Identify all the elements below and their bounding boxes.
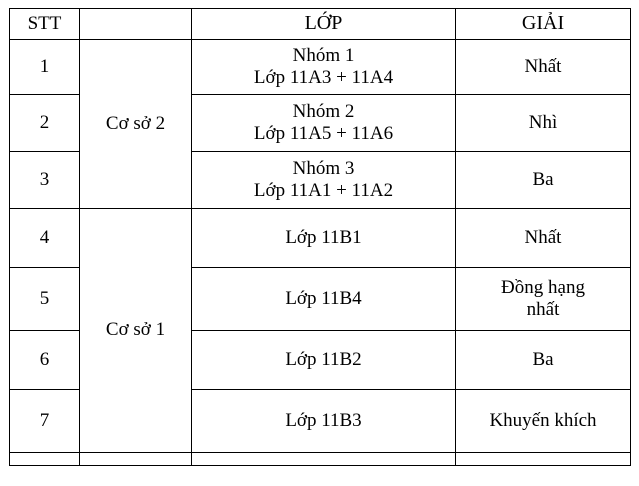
- cell-stt: 1: [10, 40, 80, 95]
- table-header-row: [10, 9, 631, 40]
- cell-stt: 2: [10, 95, 80, 152]
- cell-base-1: Cơ sở 1: [80, 209, 192, 453]
- cell-prize-line1: Ba: [532, 168, 554, 190]
- document-page: [0, 8, 639, 486]
- cell-class-line1: Nhóm 1: [292, 44, 355, 66]
- cell-class-line2: Lớp 11A1 + 11A2: [253, 180, 394, 201]
- cell-prize: [456, 390, 631, 453]
- cell-stt: 7: [10, 390, 80, 453]
- cell-class-line2: Lớp 11A3 + 11A4: [253, 67, 394, 88]
- cell-prize: [456, 209, 631, 268]
- table-row: [10, 209, 631, 268]
- cell-stt: 6: [10, 331, 80, 390]
- cell-class: [192, 40, 456, 95]
- cell-prize: [456, 40, 631, 95]
- cell-class-line1: Lớp 11B3: [285, 409, 362, 431]
- column-header-stt: STT: [10, 9, 80, 40]
- cell-prize-line1: Đồng hạng: [501, 276, 585, 298]
- cell-class: [192, 268, 456, 331]
- cell-class-line1: Nhóm 3: [292, 157, 355, 179]
- cell-base: [80, 453, 192, 466]
- cell-class-line1: Lớp 11B2: [285, 348, 362, 370]
- cell-prize-line1: Nhất: [524, 55, 562, 77]
- cell-prize: [456, 268, 631, 331]
- cell-class: [192, 453, 456, 466]
- column-header-base: [80, 9, 192, 40]
- table-row-partial: [10, 453, 631, 466]
- table-row: [10, 40, 631, 95]
- cell-class-line1: Nhóm 2: [292, 100, 355, 122]
- cell-class: [192, 95, 456, 152]
- column-header-prize: GIẢI: [456, 9, 631, 40]
- cell-prize-line2: nhất: [526, 299, 560, 320]
- cell-prize: [456, 152, 631, 209]
- column-header-class: LỚP: [192, 9, 456, 40]
- cell-class-line1: Lớp 11B1: [285, 226, 362, 248]
- cell-class: [192, 331, 456, 390]
- cell-stt: [10, 453, 80, 466]
- cell-class: [192, 209, 456, 268]
- cell-stt: 4: [10, 209, 80, 268]
- cell-prize-line1: Khuyến khích: [489, 409, 597, 431]
- cell-prize: [456, 331, 631, 390]
- cell-prize-line1: Nhất: [524, 226, 562, 248]
- cell-prize: [456, 95, 631, 152]
- cell-stt: 5: [10, 268, 80, 331]
- cell-class-line2: Lớp 11A5 + 11A6: [253, 123, 394, 144]
- results-table: [9, 8, 631, 466]
- cell-class: [192, 390, 456, 453]
- cell-stt: 3: [10, 152, 80, 209]
- cell-base-2: Cơ sở 2: [80, 40, 192, 209]
- cell-prize-line1: Ba: [532, 348, 554, 370]
- cell-class: [192, 152, 456, 209]
- cell-prize: [456, 453, 631, 466]
- cell-prize-line1: Nhì: [528, 111, 558, 133]
- cell-class-line1: Lớp 11B4: [285, 287, 362, 309]
